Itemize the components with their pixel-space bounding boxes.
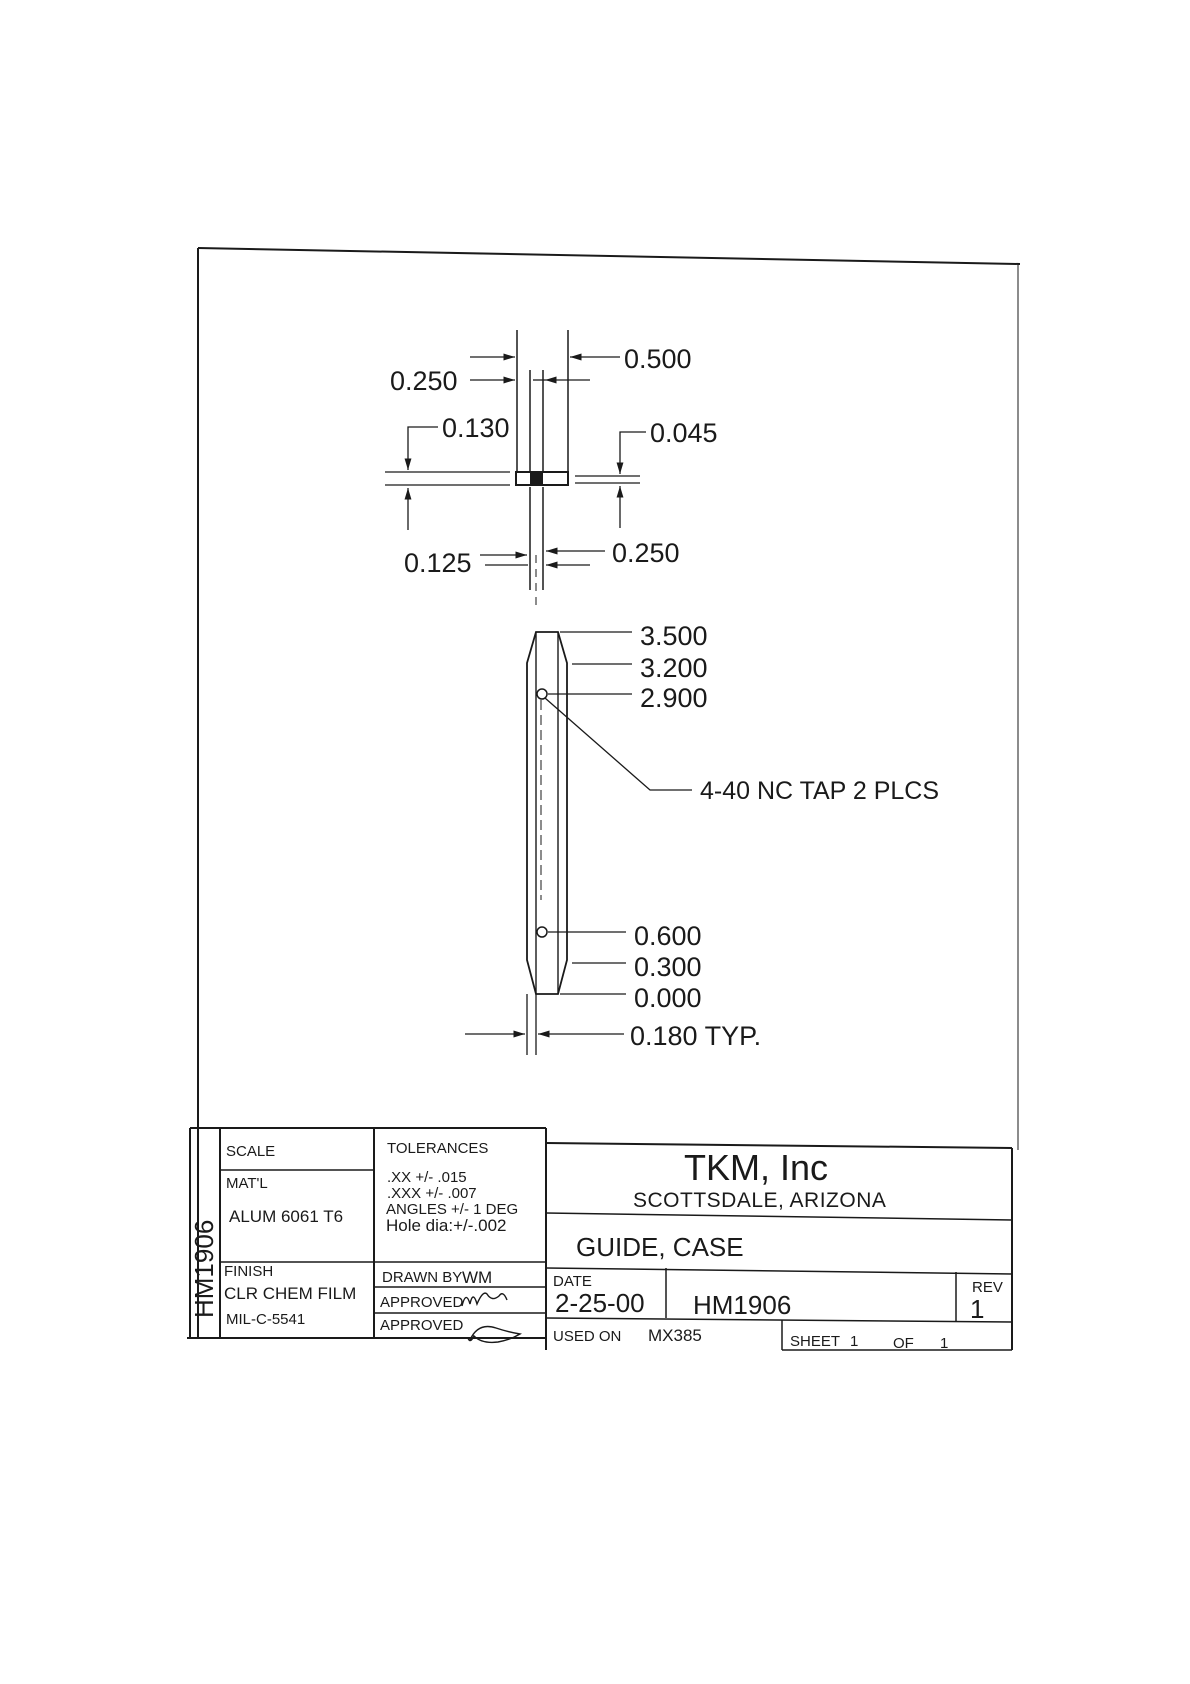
- dim-0-045: 0.045: [650, 418, 718, 448]
- sheet-label: SHEET: [790, 1333, 841, 1350]
- drawn-by-value: WM: [462, 1268, 493, 1287]
- dim-3-200: 3.200: [640, 653, 708, 683]
- dim-0-000: 0.000: [634, 983, 702, 1013]
- scale-label: SCALE: [226, 1143, 276, 1160]
- of-value: 1: [940, 1335, 949, 1352]
- rev-value: 1: [970, 1294, 985, 1324]
- dim-0-500: 0.500: [624, 344, 692, 374]
- dim-0-300: 0.300: [634, 952, 702, 982]
- title-block: [187, 1128, 1012, 1352]
- part-number: HM1906: [693, 1290, 792, 1320]
- tolerance-xx: .XX +/- .015: [387, 1169, 467, 1186]
- date-label: DATE: [553, 1273, 592, 1290]
- approved-label-2: APPROVED: [380, 1317, 464, 1334]
- dim-0-180-typ: 0.180 TYP.: [630, 1021, 762, 1051]
- finish-line-2: MIL-C-5541: [226, 1311, 306, 1328]
- dim-0-130: 0.130: [442, 413, 510, 443]
- part-title: GUIDE, CASE: [576, 1232, 744, 1262]
- top-view: [385, 330, 718, 610]
- side-view: [465, 621, 939, 1055]
- date-value: 2-25-00: [555, 1288, 645, 1318]
- finish-line-1: CLR CHEM FILM: [224, 1284, 357, 1303]
- tap-callout: 4-40 NC TAP 2 PLCS: [700, 777, 940, 805]
- dim-0-125: 0.125: [404, 548, 472, 578]
- tap-hole-lower: [537, 927, 547, 937]
- side-part-number: HM1906: [189, 1219, 219, 1318]
- tolerances-label: TOLERANCES: [387, 1140, 489, 1157]
- material-label: MAT'L: [226, 1175, 268, 1192]
- dim-2-900: 2.900: [640, 683, 708, 713]
- approval-signature-1: [462, 1293, 507, 1306]
- company-name: TKM, Inc: [684, 1147, 829, 1188]
- tolerance-xxx: .XXX +/- .007: [387, 1185, 477, 1202]
- used-on-value: MX385: [648, 1326, 702, 1345]
- rev-label: REV: [972, 1279, 1003, 1296]
- dim-0-250-top: 0.250: [390, 366, 458, 396]
- used-on-label: USED ON: [553, 1328, 622, 1345]
- drawn-by-label: DRAWN BY: [382, 1269, 463, 1286]
- material-value: ALUM 6061 T6: [229, 1207, 344, 1226]
- dim-3-500: 3.500: [640, 621, 708, 651]
- approval-signature-2: [468, 1327, 520, 1343]
- company-location: SCOTTSDALE, ARIZONA: [633, 1189, 887, 1212]
- tolerance-angles: ANGLES +/- 1 DEG: [386, 1201, 519, 1218]
- approved-label-1: APPROVED: [380, 1294, 464, 1311]
- dim-0-600: 0.600: [634, 921, 702, 951]
- dim-0-250-bottom: 0.250: [612, 538, 680, 568]
- tolerance-hole: Hole dia:+/-.002: [386, 1216, 507, 1235]
- sheet-value: 1: [850, 1333, 859, 1350]
- tap-hole-upper: [537, 689, 547, 699]
- finish-label: FINISH: [224, 1263, 274, 1280]
- of-label: OF: [893, 1335, 914, 1352]
- guide-body-outline: [527, 632, 567, 994]
